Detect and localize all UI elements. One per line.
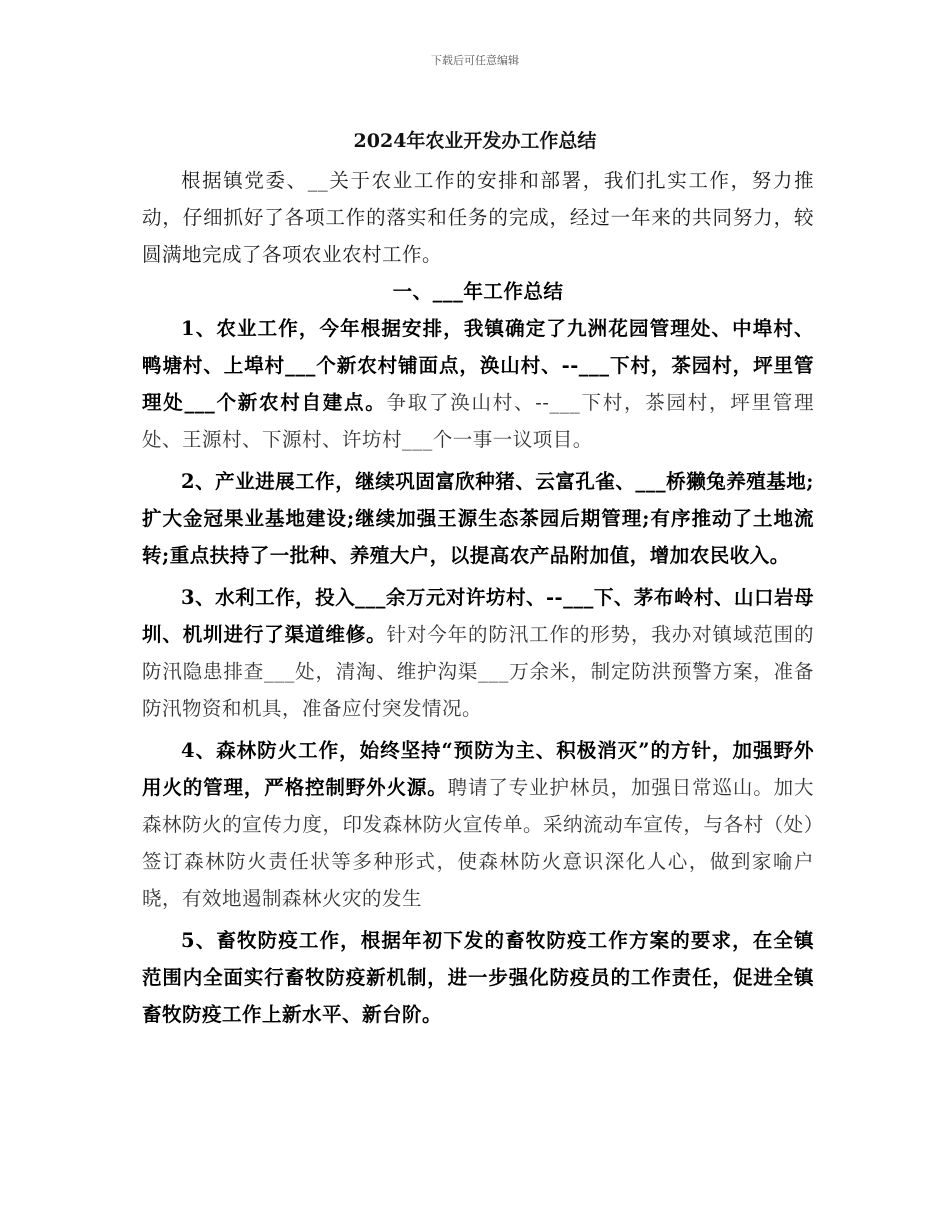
- intro-paragraph: 根据镇党委、__关于农业工作的安排和部署，我们扎实工作，努力推动，仔细抓好了各项工作的落实和任务的完成，经过一年来的共同努力，较圆满地完成了各项农业农村工作。: [142, 169, 814, 266]
- item-paragraph-5: [142, 922, 814, 1033]
- item-4-bold: 4、森林防火工作，始终坚持“预防为主、积极消灭”的方针，加强野外用火的管理，严格控制野外火源。: [142, 739, 814, 799]
- item-5-bold: 5、畜牧防疫工作，根据年初下发的畜牧防疫工作方案的要求，在全镇范围内全面实行畜牧防疫新机制，进一步强化防疫员的工作责任，促进全镇畜牧防疫工作上新水平、新台阶。: [142, 929, 814, 1026]
- item-4-text: 聘请了专业护林员，加强日常巡山。加大森林防火的宣传力度，印发森林防火宣传单。采纳流动车宣传，与各村（处）签订森林防火责任状等多种形式，使森林防火意识深化人心，做到家喻户晓，有效地遏制森林火灾的发生: [142, 776, 814, 910]
- item-paragraph-4: [142, 732, 814, 917]
- item-3-text: 针对今年的防汛工作的形势，我办对镇域范围的防汛隐患排查___处，清淘、维护沟渠___万余米，制定防洪预警方案，准备防汛物资和机具，准备应付突发情况。: [142, 623, 814, 720]
- document-body: [142, 162, 814, 1033]
- item-1-text: 争取了涣山村、--___下村，茶园村，坪里管理处、王源村、下源村、许坊村___个一事一议项目。: [142, 391, 814, 451]
- item-2-bold: 2、产业进展工作，继续巩固富欣种猪、云富孔雀、___桥獭兔养殖基地;扩大金冠果业基地建设;继续加强王源生态茶园后期管理;有序推动了土地流转;重点扶持了一批种、养殖大户，以提高农产品附加值，增加农民收入。: [142, 470, 814, 567]
- item-3-bold: 3、水利工作，投入___余万元对许坊村、--___下、茅布岭村、山口岩母圳、机圳进行了渠道维修。: [142, 586, 814, 646]
- page-header: 下载后可任意编辑: [431, 54, 519, 67]
- section-heading: 一、___年工作总结: [392, 280, 564, 303]
- item-paragraph-1: [142, 310, 814, 458]
- document-title: 2024年农业开发办工作总结: [353, 130, 597, 152]
- item-paragraph-3: [142, 579, 814, 727]
- item-paragraph-2: [142, 463, 814, 574]
- item-1-bold: 1、农业工作，今年根据安排，我镇确定了九洲花园管理处、中埠村、鸭塘村、上埠村___个新农村铺面点，涣山村、--___下村，茶园村，坪里管理处___个新农村自建点。: [142, 317, 814, 414]
